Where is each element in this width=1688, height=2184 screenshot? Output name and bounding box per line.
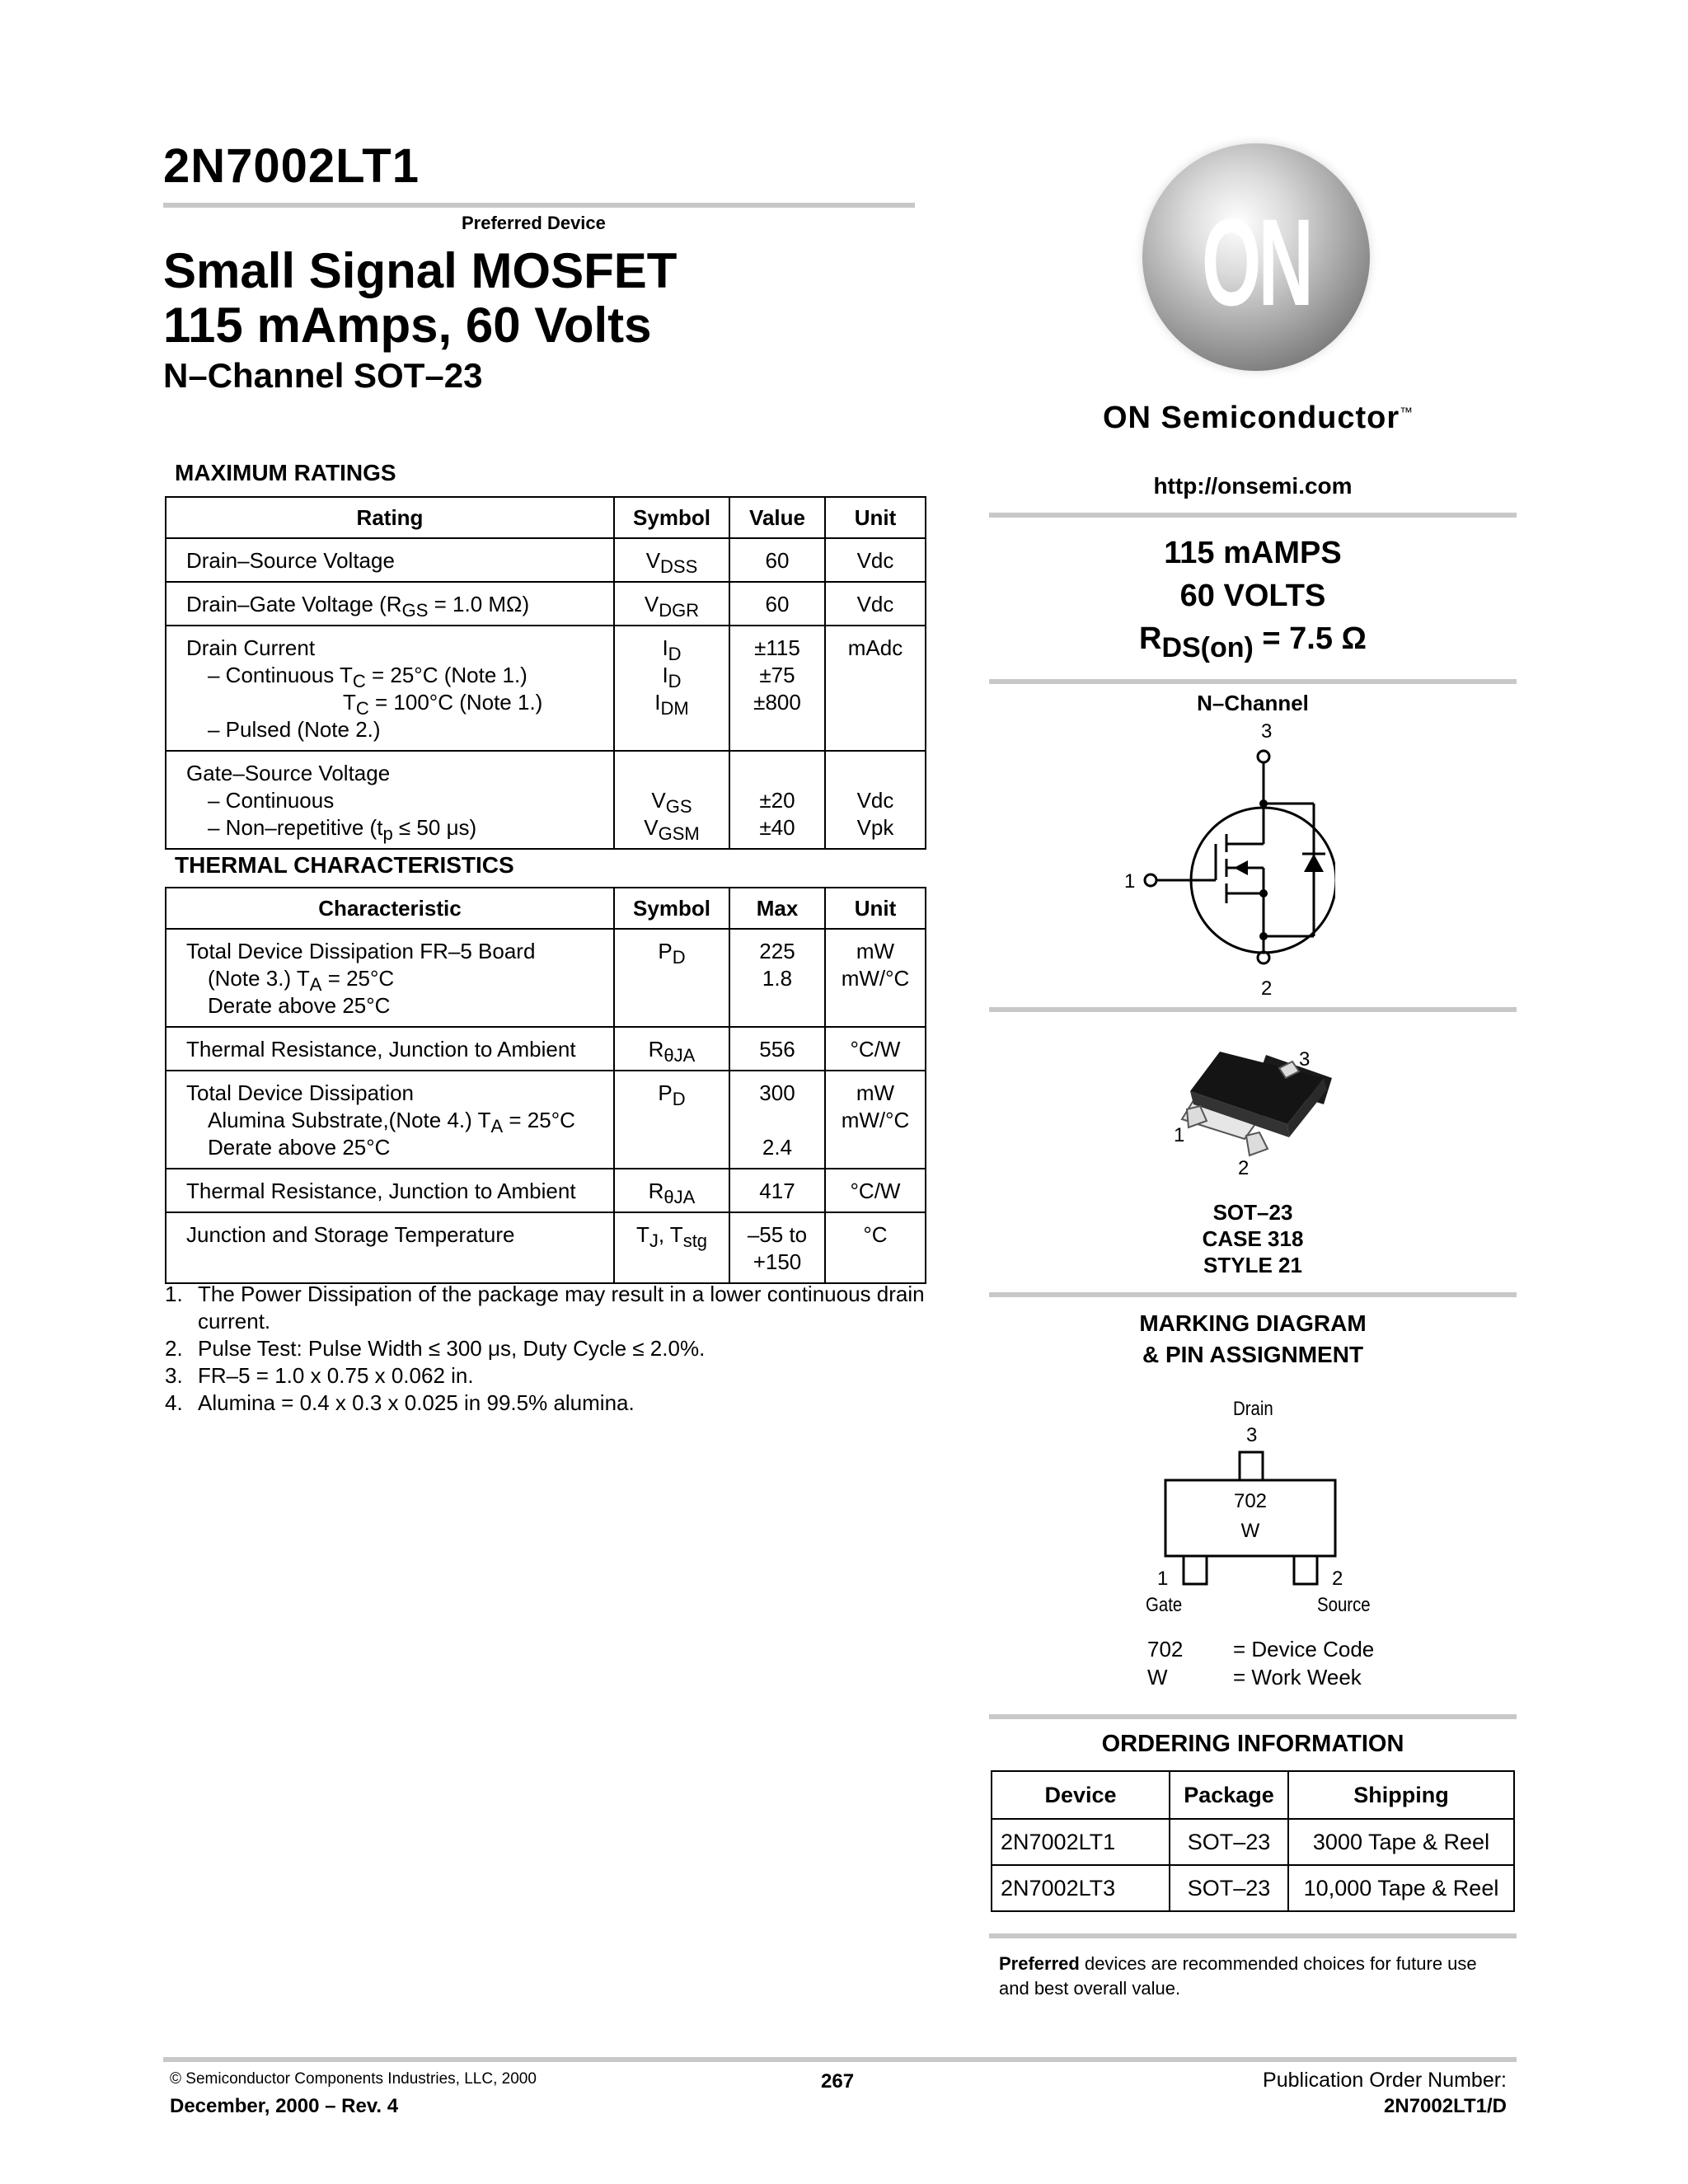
value-cell: 60 xyxy=(765,548,790,573)
characteristic-label: Total Device Dissipation FR–5 Board (Note 3.) $T_A = 25^\circ C$ Derate above 25°C xyxy=(186,939,536,1018)
symbol-cell: $V_{DSS}$ xyxy=(645,548,698,577)
preferred-note: Preferred devices are recommended choices for future use and best overall value. xyxy=(999,1953,1477,1999)
divider xyxy=(989,513,1517,518)
value-cell: 417 xyxy=(759,1179,795,1203)
table-row xyxy=(992,1865,1514,1911)
preferred-device-label: Preferred Device xyxy=(462,213,606,233)
footnote: 3. FR–5 = 1.0 x 0.75 x 0.062 in. xyxy=(165,1363,474,1388)
ordering-table xyxy=(991,1770,1515,1912)
column-header: Symbol xyxy=(614,888,729,929)
symbol-cell: $V_{DGR}$ xyxy=(644,592,700,621)
unit-cell: °C/W xyxy=(850,1179,901,1203)
symbol-cell: $V_{GS}$ $V_{GSM}$ xyxy=(644,788,700,844)
symbol-cell: $T_J$, $T_{stg}$ xyxy=(635,1222,708,1251)
title-line-1: Small Signal MOSFET xyxy=(163,243,678,298)
characteristic-label: Thermal Resistance, Junction to Ambient xyxy=(186,1037,576,1062)
divider xyxy=(989,1933,1517,1938)
rating-label: Drain–Gate Voltage ($R_{GS} = 1.0$ MΩ) xyxy=(186,592,530,621)
revision-date: December, 2000 – Rev. 4 xyxy=(170,2095,399,2117)
table-header-row xyxy=(166,497,926,538)
rating-label: Gate–Source Voltage – Continuous – Non–repetitive ($t_p \le 50$ μs) xyxy=(186,761,477,844)
max-ratings-table xyxy=(165,496,926,850)
divider xyxy=(989,679,1517,684)
marking-pin-2: 2 xyxy=(1332,1568,1343,1590)
website-url: http://onsemi.com xyxy=(1153,473,1353,499)
unit-cell: °C/W xyxy=(850,1037,901,1062)
marking-heading-1: MARKING DIAGRAM xyxy=(1139,1310,1367,1336)
table-row xyxy=(166,1071,926,1169)
column-header: Shipping xyxy=(1288,1771,1514,1819)
unit-cell: Vdc xyxy=(856,592,894,616)
shipping-cell: 10,000 Tape & Reel xyxy=(1288,1865,1514,1911)
unit-cell: °C xyxy=(863,1222,888,1247)
marking-code: 702 xyxy=(1233,1490,1268,1512)
column-header: Characteristic xyxy=(166,888,614,929)
footnote: 4. Alumina = 0.4 x 0.3 x 0.025 in 99.5% alumina. xyxy=(165,1390,635,1415)
column-header: Device xyxy=(992,1771,1170,1819)
symbol-cell: $R_{\theta JA}$ xyxy=(648,1179,696,1207)
value-cell: 60 xyxy=(765,592,790,616)
copyright: © Semiconductor Components Industries, LLC, 2000 xyxy=(170,2070,537,2088)
unit-cell: mW mW/°C xyxy=(841,939,910,991)
marking-pin-1: 1 xyxy=(1157,1568,1169,1590)
value-cell: 556 xyxy=(759,1037,795,1062)
marking-legend xyxy=(1147,1635,1374,1691)
part-number: 2N7002LT1 xyxy=(163,139,420,193)
symbol-cell: $P_D$ xyxy=(658,939,686,968)
column-header: Unit xyxy=(825,497,926,538)
marking-week: W xyxy=(1240,1520,1260,1542)
column-header: Package xyxy=(1170,1771,1288,1819)
device-cell: 2N7002LT3 xyxy=(992,1865,1170,1911)
page-number: 267 xyxy=(821,2070,855,2093)
table-row xyxy=(166,582,926,626)
table-row xyxy=(166,1212,926,1283)
sot23-package-image xyxy=(1170,1040,1352,1172)
mosfet-schematic xyxy=(1137,742,1335,972)
pin-3-label: 3 xyxy=(1261,720,1273,743)
package-pin-1: 1 xyxy=(1174,1124,1185,1146)
subtitle: N–Channel SOT–23 xyxy=(163,356,483,395)
marking-pin-3: 3 xyxy=(1246,1424,1258,1446)
drain-label: Drain xyxy=(1233,1398,1273,1420)
table-header-row xyxy=(992,1771,1514,1819)
package-pin-2: 2 xyxy=(1238,1157,1250,1179)
symbol-cell: $P_D$ xyxy=(658,1080,686,1109)
column-header: Max xyxy=(729,888,825,929)
footnote: current. xyxy=(198,1309,271,1333)
package-case: CASE 318 xyxy=(1202,1226,1304,1251)
thermal-heading: THERMAL CHARACTERISTICS xyxy=(175,852,514,878)
footnote: 1. The Power Dissipation of the package may result in a lower continuous drain xyxy=(165,1282,925,1306)
max-ratings-heading: MAXIMUM RATINGS xyxy=(175,460,396,485)
table-row xyxy=(166,1169,926,1212)
legend-row: W = Work Week xyxy=(1147,1665,1362,1690)
package-name: SOT–23 xyxy=(1212,1200,1293,1225)
column-header: Unit xyxy=(825,888,926,929)
package-style: STYLE 21 xyxy=(1203,1253,1302,1277)
divider xyxy=(989,1007,1517,1012)
value-cell: 300 2.4 xyxy=(759,1080,795,1160)
ordering-heading: ORDERING INFORMATION xyxy=(1101,1731,1404,1757)
table-row xyxy=(166,751,926,849)
footnote: 2. Pulse Test: Pulse Width ≤ 300 μs, Duty Cycle ≤ 2.0%. xyxy=(165,1336,706,1361)
value-cell: 225 1.8 xyxy=(759,939,795,991)
publication-number: 2N7002LT1/D xyxy=(1384,2095,1507,2117)
spec-rds-on: $R_{DS(on)} = 7.5$ Ω xyxy=(1138,621,1367,663)
package-cell: SOT–23 xyxy=(1170,1819,1288,1865)
column-header: Value xyxy=(729,497,825,538)
unit-cell: mAdc xyxy=(847,635,903,660)
package-cell: SOT–23 xyxy=(1170,1865,1288,1911)
brand-name: ON Semiconductor™ xyxy=(1103,401,1414,435)
table-row xyxy=(166,1027,926,1071)
divider xyxy=(989,1292,1517,1297)
value-cell: ±115 ±75 ±800 xyxy=(753,635,801,715)
on-logo: ON xyxy=(1142,143,1370,371)
column-header: Rating xyxy=(166,497,614,538)
thermal-table xyxy=(165,887,926,1284)
characteristic-label: Thermal Resistance, Junction to Ambient xyxy=(186,1179,576,1203)
rating-label: Drain–Source Voltage xyxy=(186,548,395,573)
device-cell: 2N7002LT1 xyxy=(992,1819,1170,1865)
pin-2-label: 2 xyxy=(1261,977,1273,1000)
title-line-2: 115 mAmps, 60 Volts xyxy=(163,298,652,353)
value-cell: –55 to +150 xyxy=(747,1222,808,1274)
publication-label: Publication Order Number: xyxy=(1263,2069,1507,2092)
column-header: Symbol xyxy=(614,497,729,538)
gate-label: Gate xyxy=(1146,1594,1183,1616)
table-row xyxy=(166,929,926,1027)
divider xyxy=(989,1714,1517,1719)
spec-current: 115 mAMPS xyxy=(1164,536,1342,570)
footer-divider xyxy=(163,2057,1517,2062)
value-cell: ±20 ±40 xyxy=(759,788,795,840)
header-divider xyxy=(163,203,915,208)
unit-cell: mW mW/°C xyxy=(841,1080,910,1132)
pin-1-label: 1 xyxy=(1124,870,1136,893)
table-row xyxy=(166,626,926,751)
channel-label: N–Channel xyxy=(1197,691,1309,715)
rating-label: Drain Current – Continuous $T_C = 25^\circ C$ (Note 1.) $T_C = 100^\circ C$ (Note 1.) – Pulsed (Note 2.) xyxy=(186,635,543,742)
package-pin-3: 3 xyxy=(1299,1048,1311,1071)
marking-heading-2: & PIN ASSIGNMENT xyxy=(1142,1342,1364,1367)
characteristic-label: Junction and Storage Temperature xyxy=(186,1222,515,1247)
unit-cell: Vdc Vpk xyxy=(856,788,894,840)
table-header-row xyxy=(166,888,926,929)
table-row xyxy=(166,538,926,582)
shipping-cell: 3000 Tape & Reel xyxy=(1288,1819,1514,1865)
symbol-cell: $R_{\theta JA}$ xyxy=(648,1037,696,1066)
spec-voltage: 60 VOLTS xyxy=(1179,579,1326,613)
symbol-cell: $I_D$ $I_D$ $I_{DM}$ xyxy=(654,635,689,719)
source-label: Source xyxy=(1317,1594,1371,1616)
characteristic-label: Total Device Dissipation Alumina Substrate,(Note 4.) $T_A = 25^\circ C$ Derate above 25°C xyxy=(186,1080,575,1160)
unit-cell: Vdc xyxy=(856,548,894,573)
legend-row: 702 = Device Code xyxy=(1147,1637,1375,1661)
footnotes xyxy=(165,1281,940,1417)
table-row xyxy=(992,1819,1514,1865)
